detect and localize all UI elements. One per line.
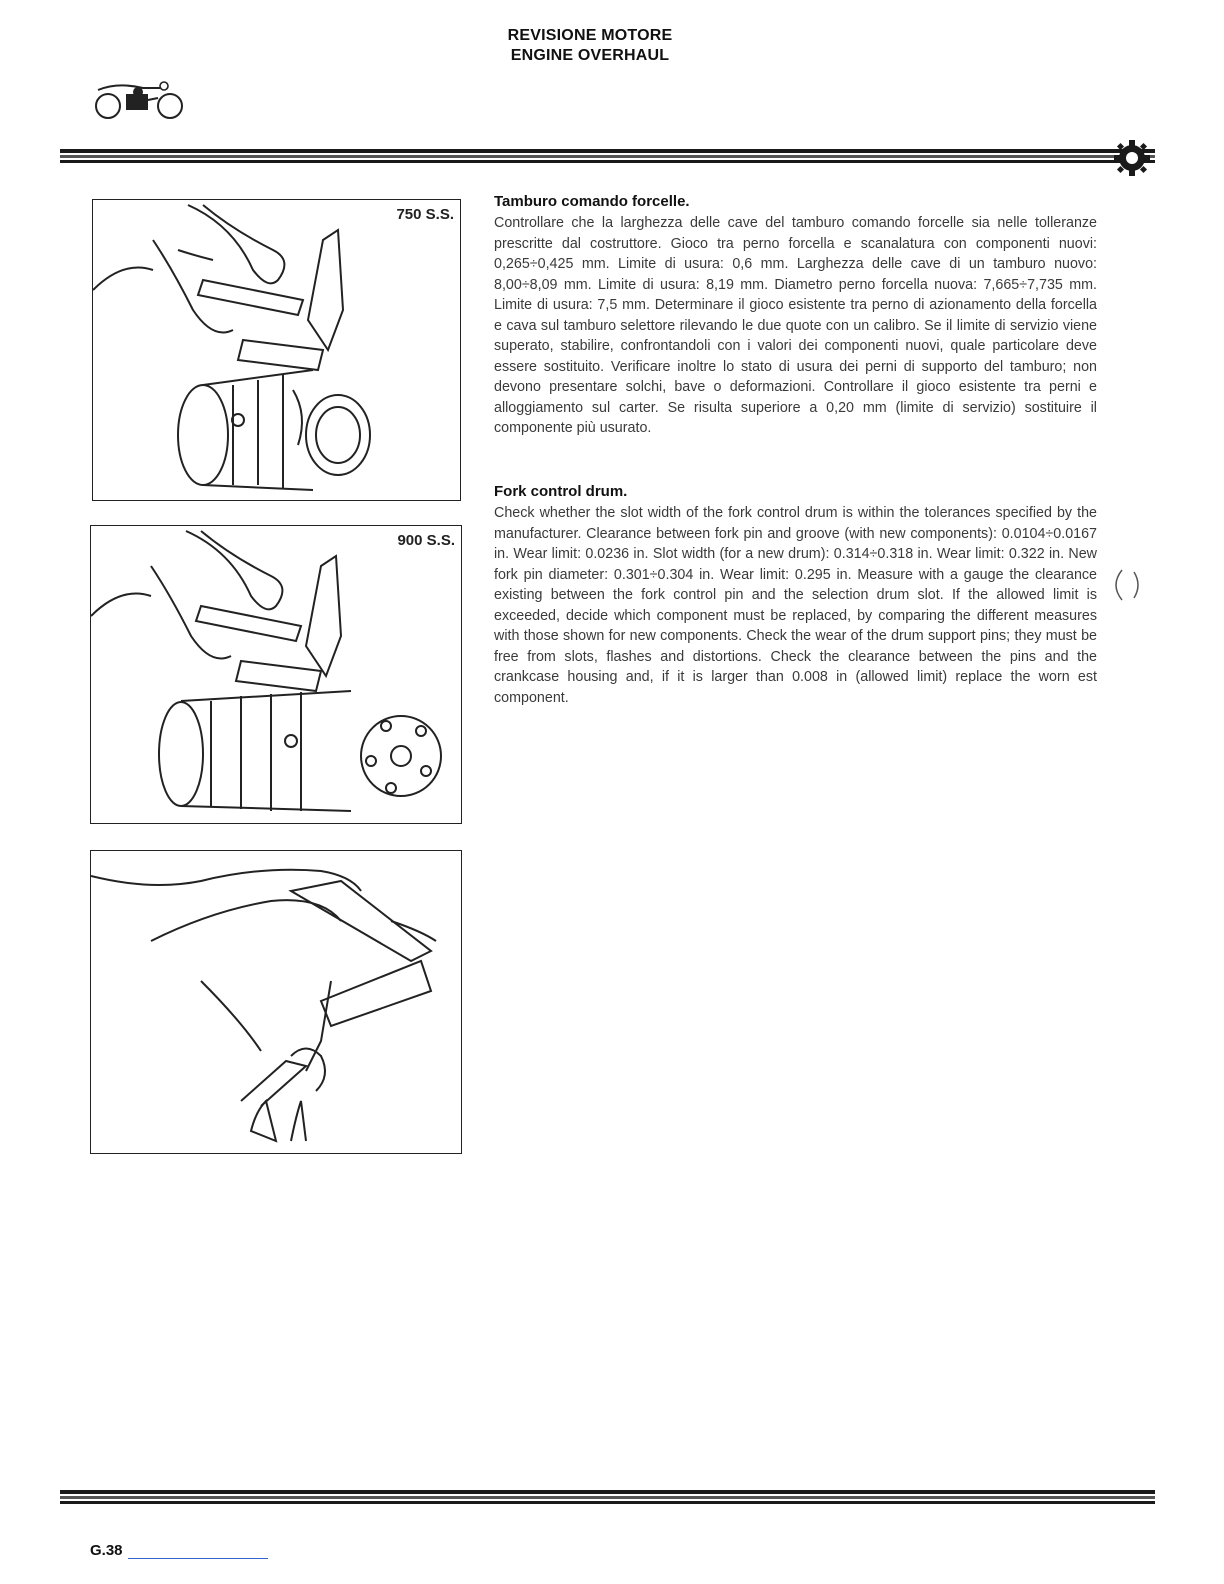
page-number: G.38 bbox=[90, 1542, 123, 1559]
binder-hole-icon bbox=[1108, 566, 1144, 604]
top-divider bbox=[60, 149, 1155, 165]
gear-icon bbox=[1108, 140, 1154, 176]
section-body-en: Check whether the slot width of the fork control drum is within the tolerances specified by the manufacturer. Clearance between fork pin and groove (with new components): 0.0104÷0.0167 in. Wear limit: 0.0236 in. Slot width (for a new drum): 0.314÷0.318 in. Wear limit: 0.322 in. New fork pin diameter: 0.301÷0.304 in. Wear limit: 0.295 in. Measure with a gauge the clearance existing between the fork control pin and the selection drum slot. If the allowed limit is exceeded, decide which component must be replaced, by comparing the different measures with those shown for new components. Check the wear of the drum support pins; they must be free from slots, flashes and distortions. Check the clearance between the pins and the crankcase housing and, if it is larger than 0.008 in (allowed limit) replace the worn est component. bbox=[494, 505, 1097, 706]
header-title-it: REVISIONE MOTORE bbox=[507, 27, 673, 44]
page-header bbox=[430, 26, 750, 66]
section-italian bbox=[494, 191, 1097, 439]
section-title-it: Tamburo comando forcelle. bbox=[494, 193, 690, 210]
figure-label: 750 S.S. bbox=[396, 206, 454, 223]
section-title-en: Fork control drum. bbox=[494, 483, 628, 500]
fork-caliper-illustration bbox=[91, 851, 461, 1153]
section-english bbox=[494, 481, 1097, 708]
bottom-divider bbox=[60, 1490, 1155, 1506]
motorcycle-logo-icon bbox=[88, 78, 188, 124]
figure-fork-measurement bbox=[90, 850, 462, 1154]
figure-900ss bbox=[90, 525, 462, 824]
figure-label: 900 S.S. bbox=[397, 532, 455, 549]
drum-caliper-illustration bbox=[91, 526, 461, 823]
section-body-it: Controllare che la larghezza delle cave del tamburo comando forcelle sia nelle tolleranze prescritte dal costruttore. Gioco tra perno forcella e scanalatura con componenti nuovi: 0,265÷0,425 mm. Limite di usura: 0,6 mm. Larghezza delle cave di un tamburo nuovo: 8,00÷8,09 mm. Limite di usura: 8,19 mm. Diametro perno forcella nuova: 7,665÷7,735 mm. Limite di usura: 7,5 mm. Determinare il gioco esistente tra perno di azionamento della forcella e cava sul tamburo selettore rilevando le due quote con un calibro. Se il limite di servizio viene superato, stabilire, confrontandoli con i valori dei componenti nuovi, quale particolare deve essere sostituito. Verificare inoltre lo stato di usura dei perni di supporto del tamburo; non devono presentare solchi, bave o deformazioni. Controllare il gioco esistente tra perni e alloggiamento sul carter. Se risulta superiore a 0,20 mm (limite di servizio) sostituire il componente più usurato. bbox=[494, 215, 1097, 436]
footer-underline bbox=[128, 1558, 268, 1559]
figure-750ss bbox=[92, 199, 461, 501]
drum-caliper-illustration bbox=[93, 200, 460, 500]
header-title-en: ENGINE OVERHAUL bbox=[510, 47, 670, 64]
